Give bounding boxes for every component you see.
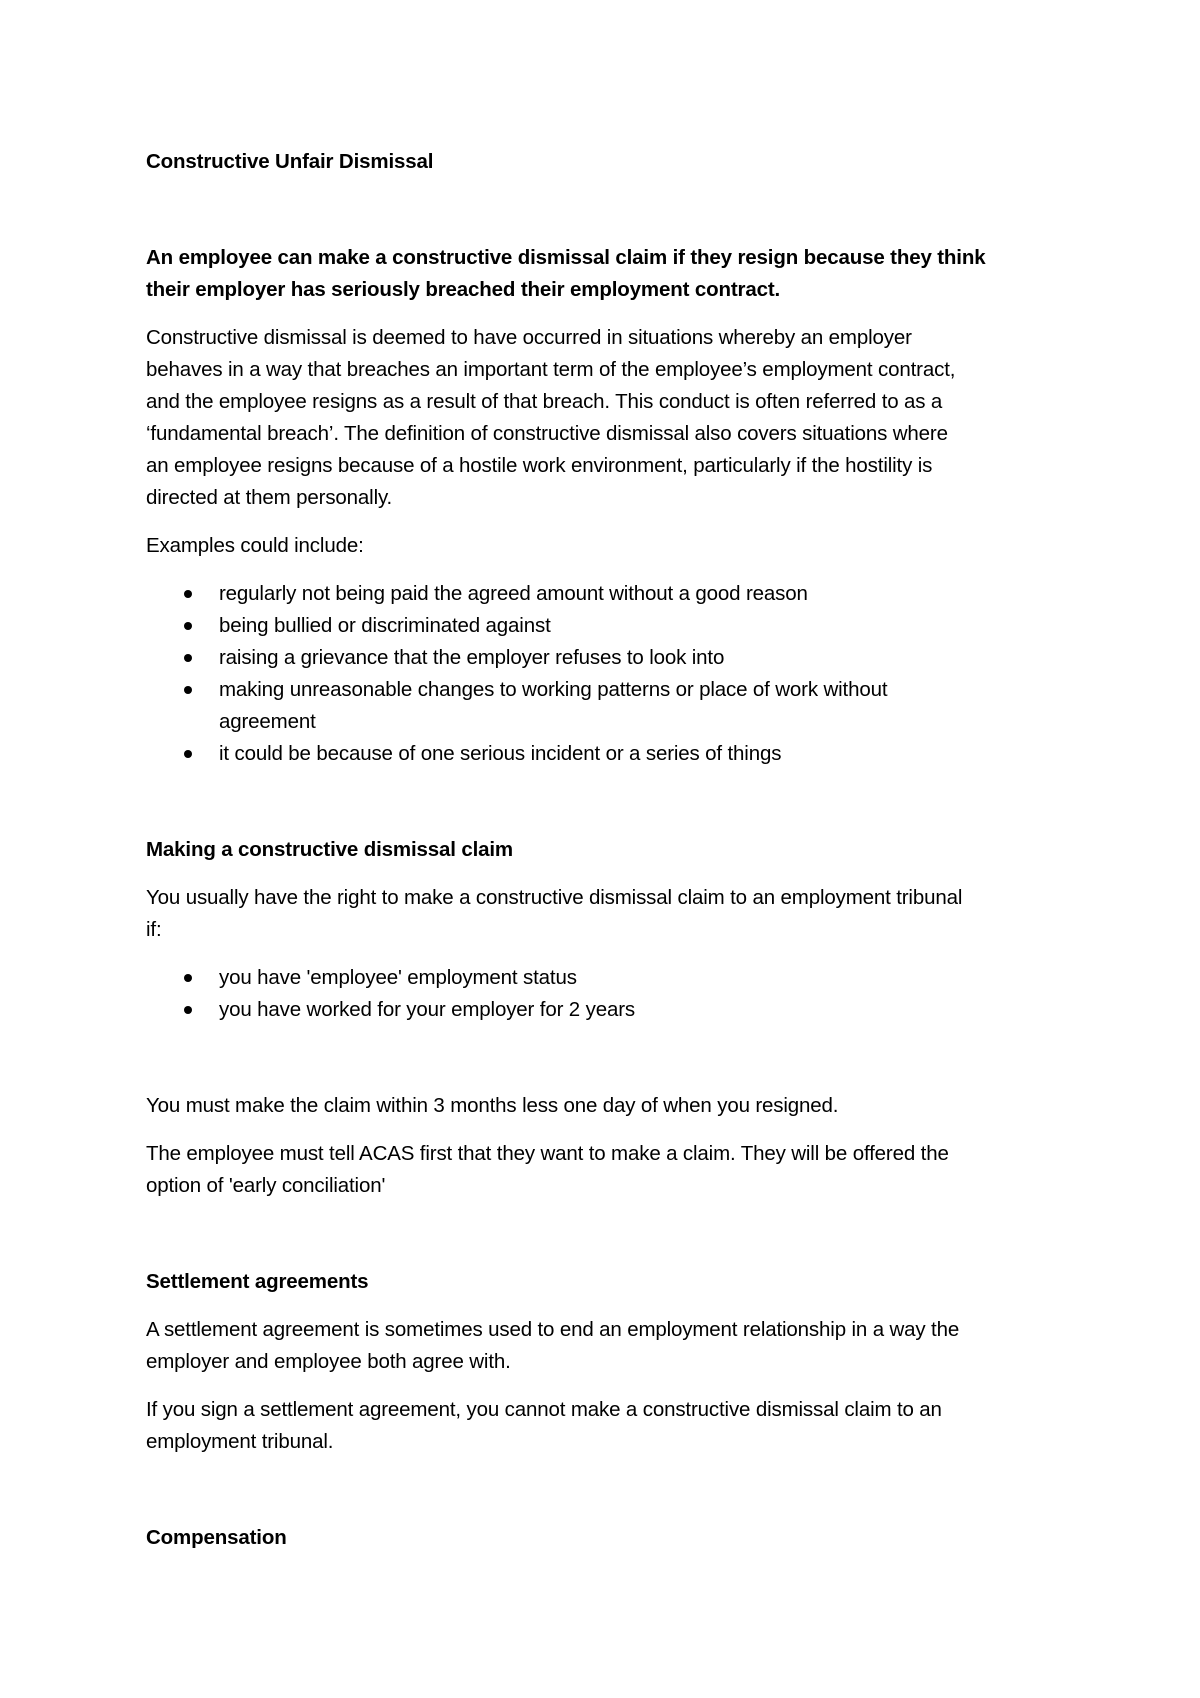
definition-line: directed at them personally.	[146, 486, 393, 509]
acas-line: The employee must tell ACAS first that they want to make a claim. They will be offered the	[146, 1142, 949, 1165]
examples-intro: Examples could include:	[146, 534, 364, 557]
settlement-line: employer and employee both agree with.	[146, 1350, 511, 1373]
definition-line: an employee resigns because of a hostile work environment, particularly if the hostility is	[146, 454, 933, 477]
bullet-icon	[184, 590, 192, 598]
acas-line: option of 'early conciliation'	[146, 1174, 386, 1197]
list-item: making unreasonable changes to working patterns or place of work without	[219, 678, 888, 701]
section-heading-settlement: Settlement agreements	[146, 1270, 369, 1293]
claim-intro-line: You usually have the right to make a constructive dismissal claim to an employment tribunal	[146, 886, 963, 909]
document-title: Constructive Unfair Dismissal	[146, 150, 434, 173]
list-item: raising a grievance that the employer refuses to look into	[219, 646, 725, 669]
definition-line: behaves in a way that breaches an important term of the employee’s employment contract,	[146, 358, 956, 381]
list-item-continuation: agreement	[219, 710, 316, 733]
bullet-icon	[184, 654, 192, 662]
time-limit-paragraph: You must make the claim within 3 months less one day of when you resigned.	[146, 1094, 839, 1117]
list-item: being bullied or discriminated against	[219, 614, 551, 637]
settlement-line: employment tribunal.	[146, 1430, 334, 1453]
claim-intro-line: if:	[146, 918, 162, 941]
intro-line: An employee can make a constructive dismissal claim if they resign because they think	[146, 246, 986, 269]
list-item: it could be because of one serious incident or a series of things	[219, 742, 782, 765]
definition-line: and the employee resigns as a result of that breach. This conduct is often referred to as a	[146, 390, 943, 413]
bullet-icon	[184, 622, 192, 630]
bullet-icon	[184, 750, 192, 758]
list-item: you have worked for your employer for 2 years	[219, 998, 635, 1021]
list-item: regularly not being paid the agreed amount without a good reason	[219, 582, 808, 605]
section-heading-claim: Making a constructive dismissal claim	[146, 838, 514, 861]
section-heading-compensation: Compensation	[146, 1526, 287, 1549]
bullet-icon	[184, 1006, 192, 1014]
list-item: you have 'employee' employment status	[219, 966, 577, 989]
bullet-icon	[184, 974, 192, 982]
bullet-icon	[184, 686, 192, 694]
intro-line: their employer has seriously breached their employment contract.	[146, 278, 781, 301]
definition-line: Constructive dismissal is deemed to have occurred in situations whereby an employer	[146, 326, 912, 349]
definition-line: ‘fundamental breach’. The definition of constructive dismissal also covers situations where	[146, 422, 948, 445]
settlement-line: If you sign a settlement agreement, you cannot make a constructive dismissal claim to an	[146, 1398, 942, 1421]
settlement-line: A settlement agreement is sometimes used to end an employment relationship in a way the	[146, 1318, 960, 1341]
